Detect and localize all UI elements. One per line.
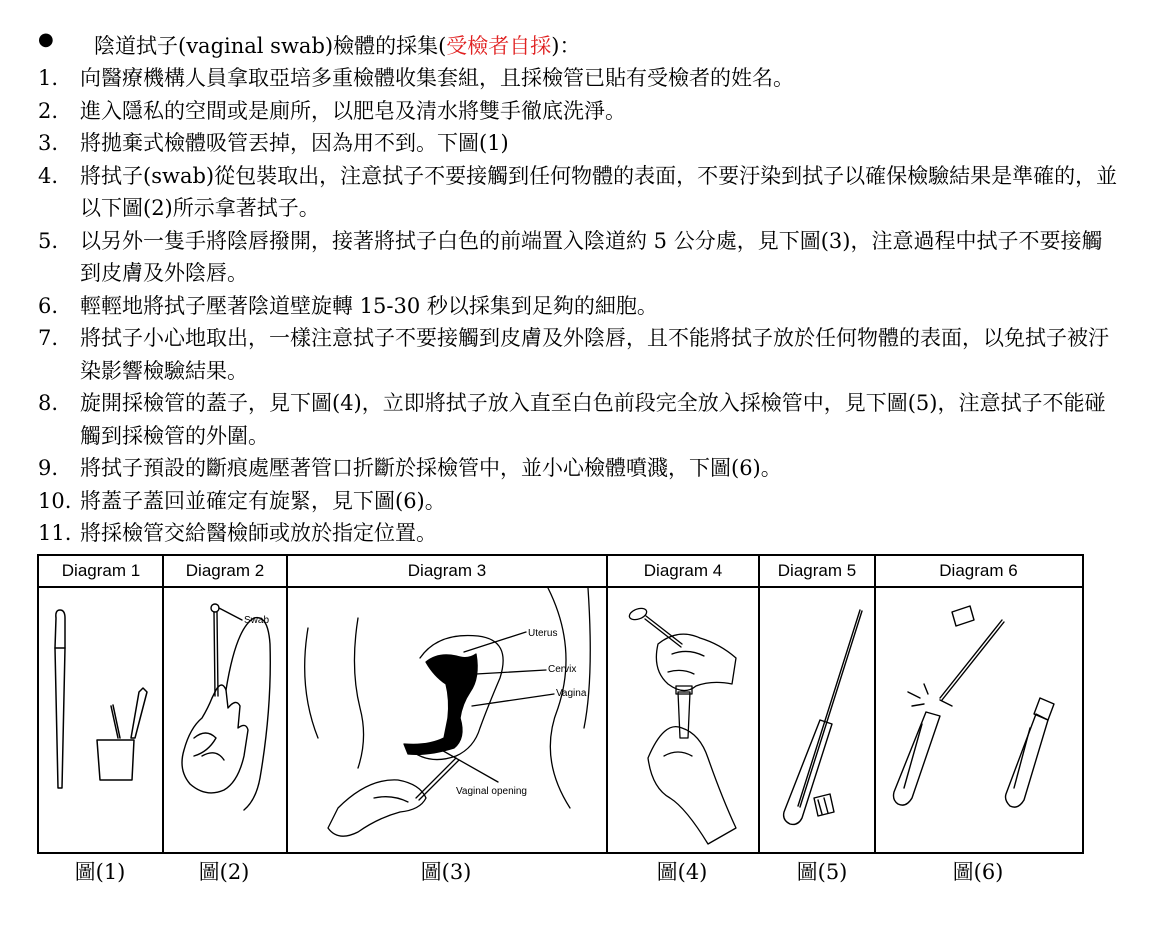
tube-icon [784,720,832,824]
step-text: 將蓋子蓋回並確定有旋緊，見下圖(6)。 [80,488,446,513]
vagina-label: Vagina [556,688,587,699]
step-text: 將拭子預設的斷痕處壓著管口折斷於採檢管中，並小心檢體噴濺，下圖(6)。 [80,456,782,480]
bullet-icon: ● [38,29,54,50]
step-number: 11. [38,521,72,545]
tube-icon [894,712,941,805]
hand-icon [328,780,426,836]
vagina-shape [404,718,462,754]
diagram-3-caption: 圖(3) [420,860,472,884]
heading-before: 陰道拭子(vaginal swab)檢體的採集( [94,34,447,58]
diagram-3-anatomy-illustration [288,588,606,854]
step-text: 向醫療機構人員拿取亞培多重檢體收集套組，且採檢管已貼有受檢者的姓名。 [80,66,794,90]
step-text: 將採檢管交給醫檢師或放於指定位置。 [80,521,437,545]
diagram-6-header: Diagram 6 [875,556,1082,588]
diagram-2-header: Diagram 2 [163,556,287,588]
step-item [38,127,1118,160]
hand-icon [648,727,736,844]
diagram-4-open-tube-illustration [608,588,758,854]
diagram-1-pipette-illustration [39,588,162,854]
step-text: 以另外一隻手將陰唇撥開，接著將拭子白色的前端置入陰道約 5 公分處，見下圖(3)，注意過程中拭子不要接觸到皮膚及外陰唇。 [80,228,1103,285]
heading-text [94,30,580,60]
step-item [38,485,1118,518]
uterus-shape [426,654,477,718]
cervix-label: Cervix [548,664,577,675]
instruction-steps [38,62,1118,550]
diagram-6-break-and-cap [876,588,1082,854]
pipette-icon [55,610,65,788]
step-item [38,62,1118,95]
step-number: 3. [38,131,59,155]
heading-emphasis: 受檢者自採 [446,34,552,58]
step-number: 9. [38,456,59,480]
diagram-2-hand-holding-swab [164,588,286,854]
diagram-1-caption: 圖(1) [74,860,126,884]
vaginal-opening-label: Vaginal opening [456,786,527,797]
step-number: 4. [38,163,59,188]
diagram-4-caption: 圖(4) [656,860,708,884]
step-text: 旋開採檢管的蓋子，見下圖(4)，立即將拭子放入直至白色前段完全放入採檢管中，見下圖(5)，注意拭子不能碰觸到採檢管的外圍。 [80,391,1106,448]
step-number: 10. [38,488,72,513]
step-item [38,322,1118,387]
cap-icon [814,794,834,816]
uterus-label: Uterus [528,628,558,639]
step-item [38,225,1118,290]
diagram-table [37,554,1084,854]
step-text: 將拭子小心地取出，一樣注意拭子不要接觸到皮膚及外陰唇，且不能將拭子放於任何物體的表面，以免拭子被汙染影響檢驗結果。 [80,326,1109,383]
heading-after: )： [551,34,581,58]
step-text: 輕輕地將拭子壓著陰道壁旋轉 15-30 秒以採集到足夠的細胞。 [80,293,658,318]
step-number: 7. [38,326,59,350]
step-text: 進入隱私的空間或是廁所，以肥皂及清水將雙手徹底洗淨。 [80,98,626,123]
diagram-5-header: Diagram 5 [759,556,875,588]
tube-icon [1006,714,1049,807]
step-number: 6. [38,293,59,318]
step-number: 1. [38,66,59,90]
diagram-6-caption: 圖(6) [952,860,1004,884]
step-number: 2. [38,98,59,123]
cap-icon [952,606,974,626]
hand-icon [656,634,736,690]
step-text: 將拋棄式檢體吸管丟掉，因為用不到。下圖(1) [80,131,509,155]
step-item [38,290,1118,323]
cup-icon [97,740,134,780]
step-item [38,387,1118,452]
step-item [38,452,1118,485]
diagram-1-header: Diagram 1 [39,556,163,588]
step-number: 5. [38,228,59,253]
step-item [38,517,1118,550]
cap-icon [1034,698,1054,720]
step-text: 將拭子(swab)從包裝取出，注意拭子不要接觸到任何物體的表面，不要汙染到拭子以確保檢驗結果是準確的，並以下圖(2)所示拿著拭子。 [80,163,1118,220]
diagram-4-header: Diagram 4 [607,556,759,588]
diagram-3-header: Diagram 3 [287,556,607,588]
diagram-2-caption: 圖(2) [198,860,250,884]
step-number: 8. [38,391,59,415]
step-item [38,95,1118,128]
step-item [38,160,1118,225]
swab-label: Swab [244,615,270,626]
diagram-5-swab-in-tube [760,588,874,854]
diagram-5-caption: 圖(5) [796,860,848,884]
